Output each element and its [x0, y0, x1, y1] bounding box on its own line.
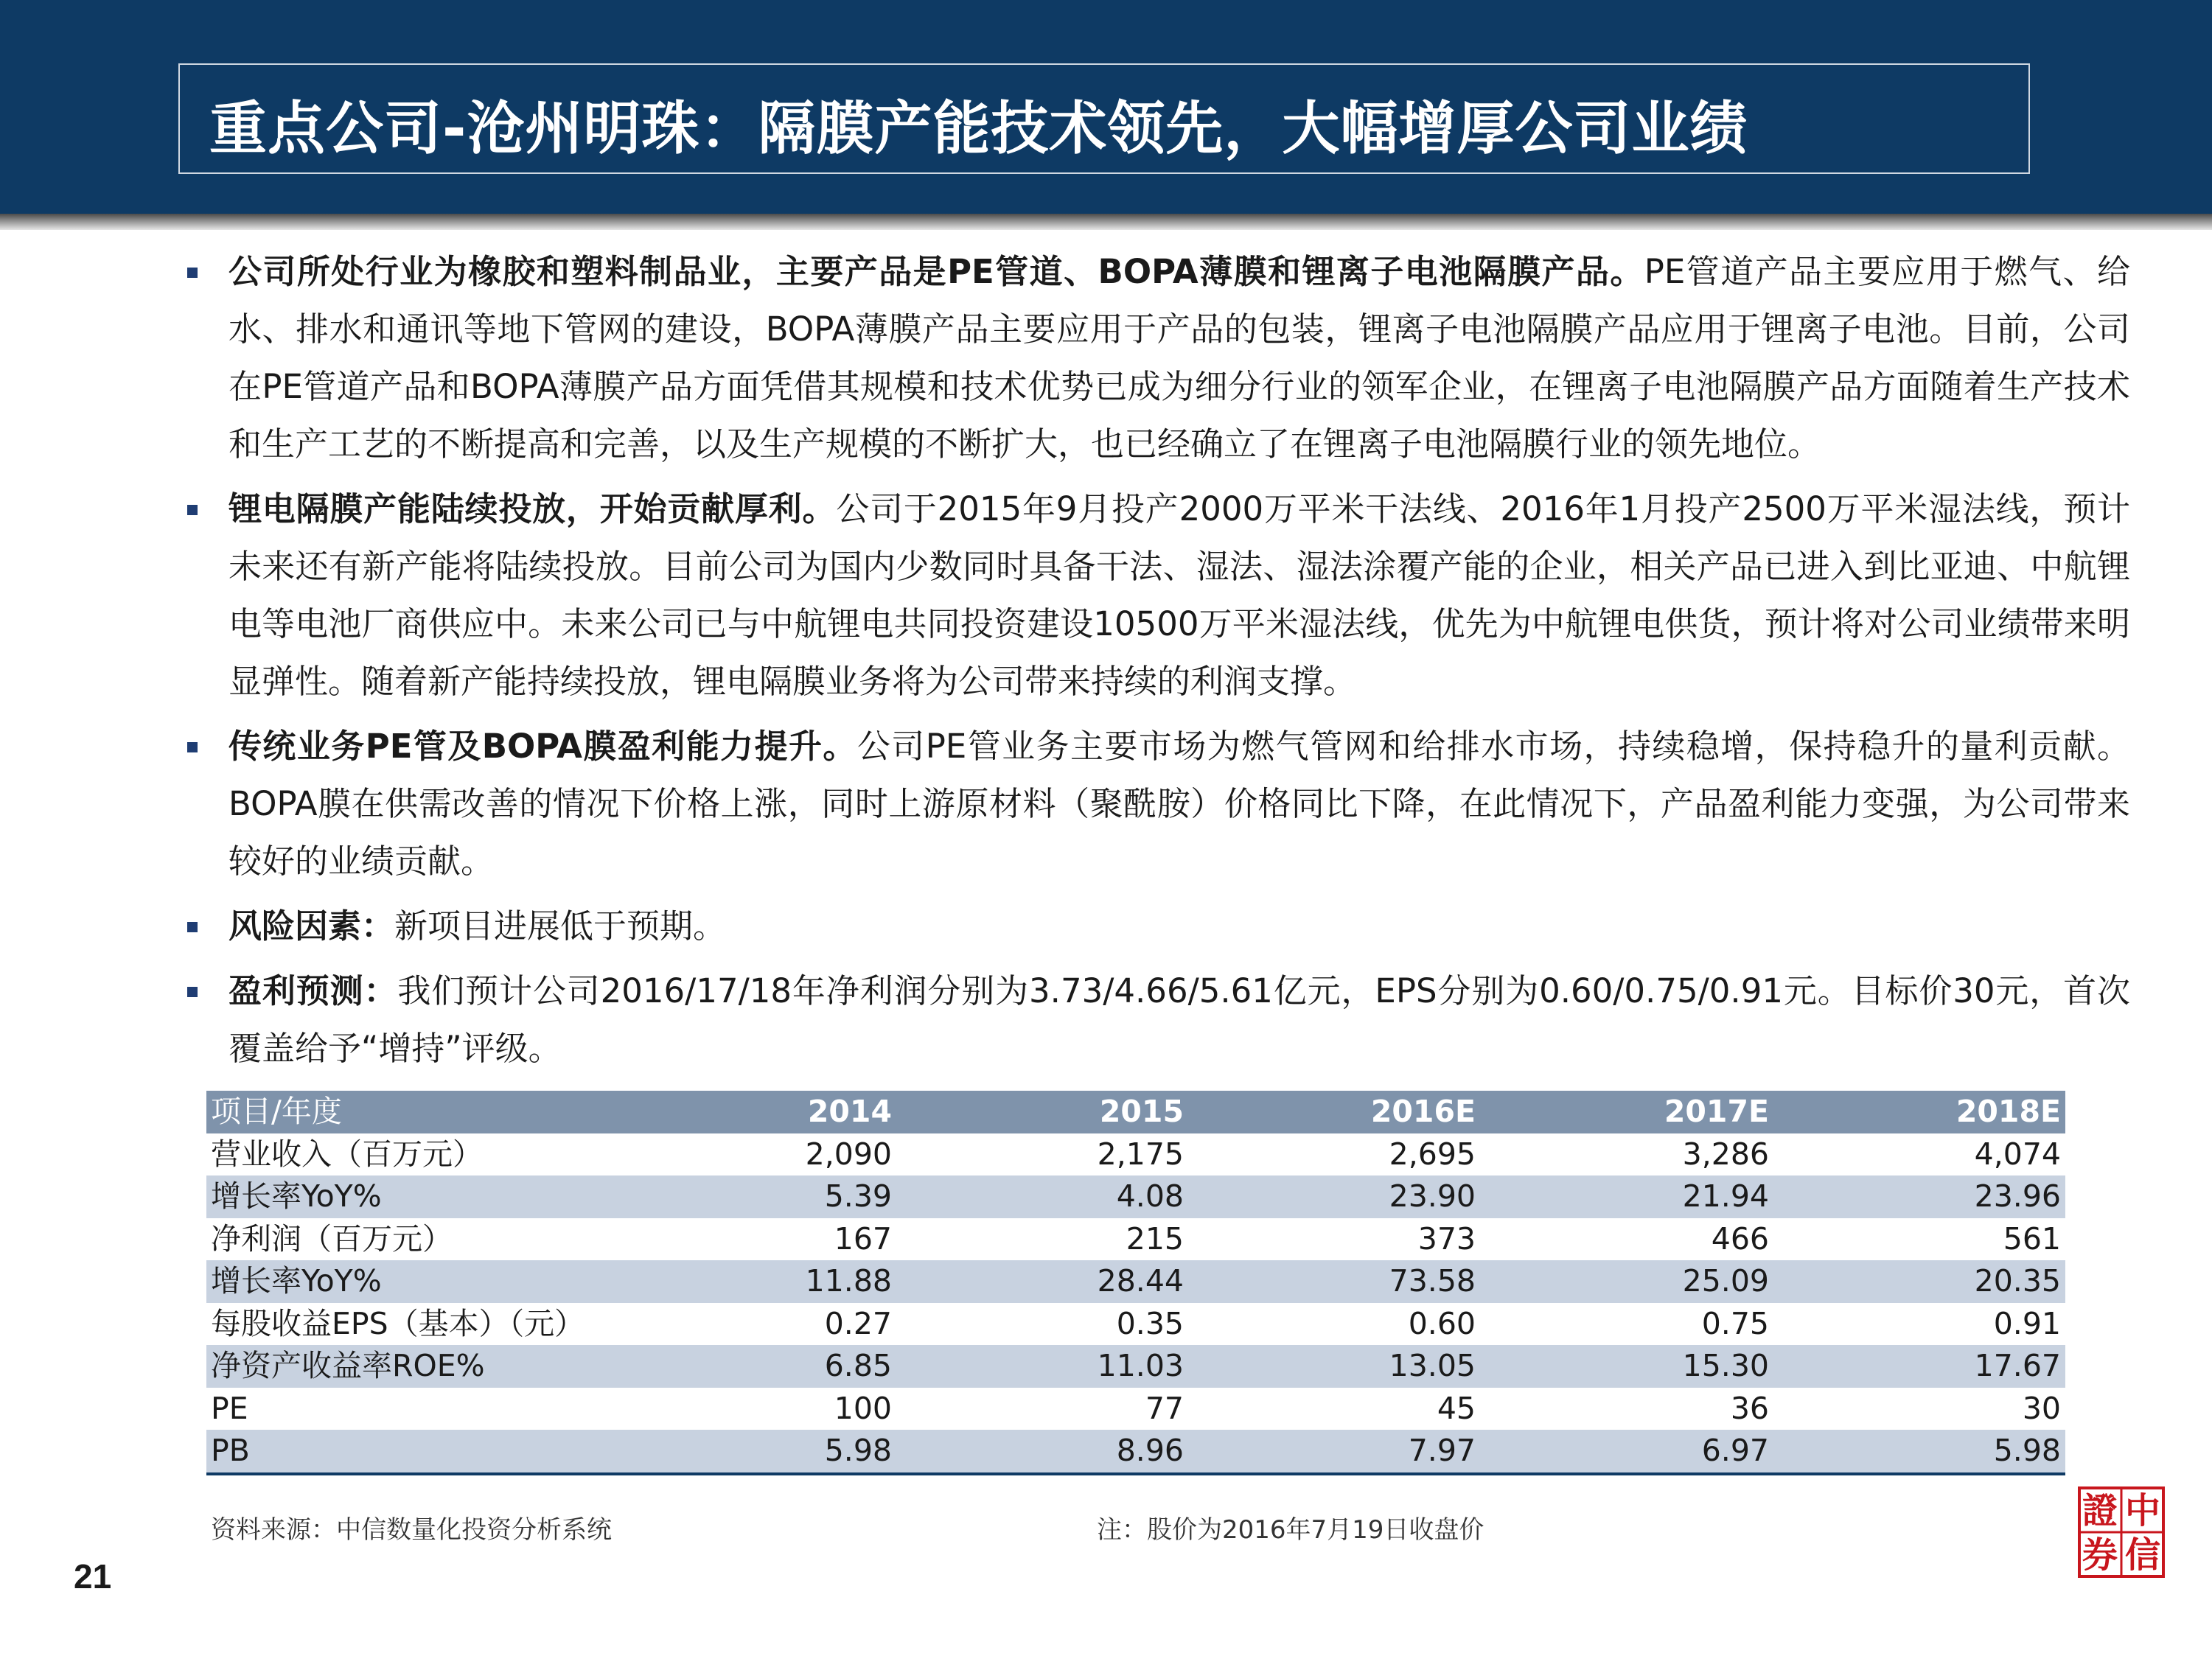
- table-cell: 17.67: [1773, 1345, 2065, 1388]
- bullet-body: 我们预计公司2016/17/18年净利润分别为3.73/4.66/5.61亿元，EPS分别为0.60/0.75/0.91元。目标价30元，首次覆盖给予“增持”评级。: [228, 971, 2130, 1068]
- table-header-cell: 2016E: [1188, 1091, 1480, 1133]
- table-row: [206, 1218, 2065, 1261]
- table-cell: 77: [1145, 1390, 1184, 1426]
- table-header-cell: 2018E: [1773, 1091, 2065, 1133]
- table-cell: 0.91: [1993, 1305, 2061, 1341]
- header-shadow: [0, 214, 2212, 230]
- table-cell: 45: [1437, 1390, 1476, 1426]
- table-cell: 4,074: [1974, 1136, 2061, 1172]
- header-bar: [0, 0, 2212, 214]
- table-cell: 0.60: [1408, 1305, 1476, 1341]
- svg-text:證: 證: [2082, 1490, 2118, 1531]
- table-cell: 23.90: [1188, 1175, 1480, 1218]
- price-note: 注：股价为2016年7月19日收盘价: [1097, 1515, 1484, 1545]
- bullet-heading: 传统业务PE管及BOPA膜盈利能力提升。: [228, 727, 857, 766]
- table-cell: 373: [1417, 1220, 1476, 1257]
- table-cell: 净资产收益率ROE%: [206, 1345, 604, 1388]
- table-row: [206, 1430, 2065, 1474]
- table-cell: 100: [834, 1390, 892, 1426]
- table-cell: 5.98: [604, 1430, 896, 1474]
- table-cell: 5.39: [604, 1175, 896, 1218]
- table-cell: 167: [834, 1220, 892, 1257]
- table-cell: 215: [1126, 1220, 1184, 1257]
- table-cell: 21.94: [1480, 1175, 1773, 1218]
- bullet-body: 新项目进展低于预期。: [394, 906, 727, 946]
- table-cell: 0.75: [1701, 1305, 1769, 1341]
- bullet-square-icon: [187, 922, 198, 932]
- table-cell: 2,695: [1389, 1136, 1476, 1172]
- bullet-square-icon: [187, 505, 198, 515]
- bullet-square-icon: [187, 742, 198, 752]
- table-row: [206, 1345, 2065, 1388]
- bullet-body: 公司PE管业务主要市场为燃气管网和给排水市场，持续稳增，保持稳升的量利贡献。BOPA膜在供需改善的情况下价格上涨，同时上游原材料（聚酰胺）价格同比下降，在此情况下，产品盈利能力变强，为公司带来较好的业绩贡献。: [228, 727, 2131, 881]
- table-cell: 0.27: [824, 1305, 892, 1341]
- table-row: [206, 1133, 2065, 1176]
- bullet-square-icon: [187, 987, 198, 997]
- svg-text:信: 信: [2124, 1534, 2161, 1576]
- table-cell: 增长率YoY%: [206, 1260, 604, 1303]
- table-cell: 4.08: [896, 1175, 1188, 1218]
- table-row: [206, 1388, 2065, 1430]
- table-row: [206, 1303, 2065, 1346]
- title-frame: [178, 63, 2030, 174]
- table-header-cell: 2015: [896, 1091, 1188, 1133]
- bullet-item: [184, 243, 2130, 473]
- bullet-heading: 公司所处行业为橡胶和塑料制品业，主要产品是PE管道、BOPA薄膜和锂离子电池隔膜产品。: [228, 252, 1644, 291]
- bullet-heading: 锂电隔膜产能陆续投放，开始贡献厚利。: [228, 489, 837, 528]
- table-header-cell: 项目/年度: [206, 1091, 604, 1133]
- table-cell: 净利润（百万元）: [211, 1220, 453, 1257]
- table-cell: 6.85: [604, 1345, 896, 1388]
- table-cell: 5.98: [1773, 1430, 2065, 1474]
- table-cell: 7.97: [1188, 1430, 1480, 1474]
- table-header-cell: 2014: [604, 1091, 896, 1133]
- bullet-body: PE管道产品主要应用于燃气、给水、排水和通讯等地下管网的建设，BOPA薄膜产品主要应用于产品的包装，锂离子电池隔膜产品应用于锂离子电池。目前，公司在PE管道产品和BOPA薄膜产品方面凭借其规模和技术优势已成为细分行业的领军企业，在锂离子电池隔膜产品方面随着生产技术和生产工艺的不断提高和完善，以及生产规模的不断扩大，也已经确立了在锂离子电池隔膜行业的领先地位。: [228, 252, 2130, 464]
- bullet-list: [184, 243, 2130, 1085]
- table-cell: 13.05: [1188, 1345, 1480, 1388]
- source-note: 资料来源：中信数量化投资分析系统: [211, 1515, 612, 1545]
- bullet-item: [184, 898, 2130, 955]
- table-cell: PE: [211, 1390, 248, 1426]
- table-cell: 11.03: [896, 1345, 1188, 1388]
- bullet-item: [184, 962, 2130, 1077]
- table-cell: PB: [206, 1430, 604, 1474]
- bullet-item: [184, 718, 2130, 890]
- table-cell: 每股收益EPS（基本）（元）: [211, 1305, 585, 1341]
- bullet-body: 公司于2015年9月投产2000万平米干法线、2016年1月投产2500万平米湿法线，预计未来还有新产能将陆续投放。目前公司为国内少数同时具备干法、湿法、湿法涂覆产能的企业，相关产品已进入到比亚迪、中航锂电等电池厂商供应中。未来公司已与中航锂电共同投资建设10500万平米湿法线，优先为中航锂电供货，预计将对公司业绩带来明显弹性。随着新产能持续投放，锂电隔膜业务将为公司带来持续的利润支撑。: [228, 489, 2130, 701]
- citic-securities-logo-icon: [2077, 1486, 2166, 1579]
- bullet-heading: 风险因素：: [228, 906, 395, 946]
- table-cell: 8.96: [896, 1430, 1188, 1474]
- page-number: 21: [74, 1557, 112, 1596]
- table-cell: 466: [1711, 1220, 1769, 1257]
- svg-text:券: 券: [2082, 1534, 2118, 1576]
- table-cell: 30: [2022, 1390, 2061, 1426]
- table-header-cell: 2017E: [1480, 1091, 1773, 1133]
- bullet-square-icon: [187, 268, 198, 278]
- svg-text:中: 中: [2124, 1490, 2161, 1531]
- table-cell: 15.30: [1480, 1345, 1773, 1388]
- table-cell: 36: [1730, 1390, 1769, 1426]
- table-cell: 20.35: [1773, 1260, 2065, 1303]
- page-title: 重点公司-沧州明珠：隔膜产能技术领先，大幅增厚公司业绩: [209, 96, 1748, 162]
- table-row: [206, 1175, 2065, 1218]
- table-cell: 2,090: [805, 1136, 892, 1172]
- bullet-heading: 盈利预测：: [228, 971, 398, 1010]
- table-cell: 6.97: [1480, 1430, 1773, 1474]
- table-cell: 73.58: [1188, 1260, 1480, 1303]
- table-cell: 561: [2003, 1220, 2061, 1257]
- table-cell: 23.96: [1773, 1175, 2065, 1218]
- table-cell: 25.09: [1480, 1260, 1773, 1303]
- table-cell: 0.35: [1116, 1305, 1184, 1341]
- table-cell: 11.88: [604, 1260, 896, 1303]
- table-cell: 28.44: [896, 1260, 1188, 1303]
- table-row: [206, 1260, 2065, 1303]
- table-cell: 3,286: [1682, 1136, 1769, 1172]
- table-cell: 增长率YoY%: [206, 1175, 604, 1218]
- financial-forecast-table: [206, 1091, 2065, 1475]
- table-header-row: [206, 1091, 2065, 1133]
- table-cell: 2,175: [1097, 1136, 1184, 1172]
- bullet-item: [184, 481, 2130, 710]
- table-cell: 营业收入（百万元）: [211, 1136, 483, 1172]
